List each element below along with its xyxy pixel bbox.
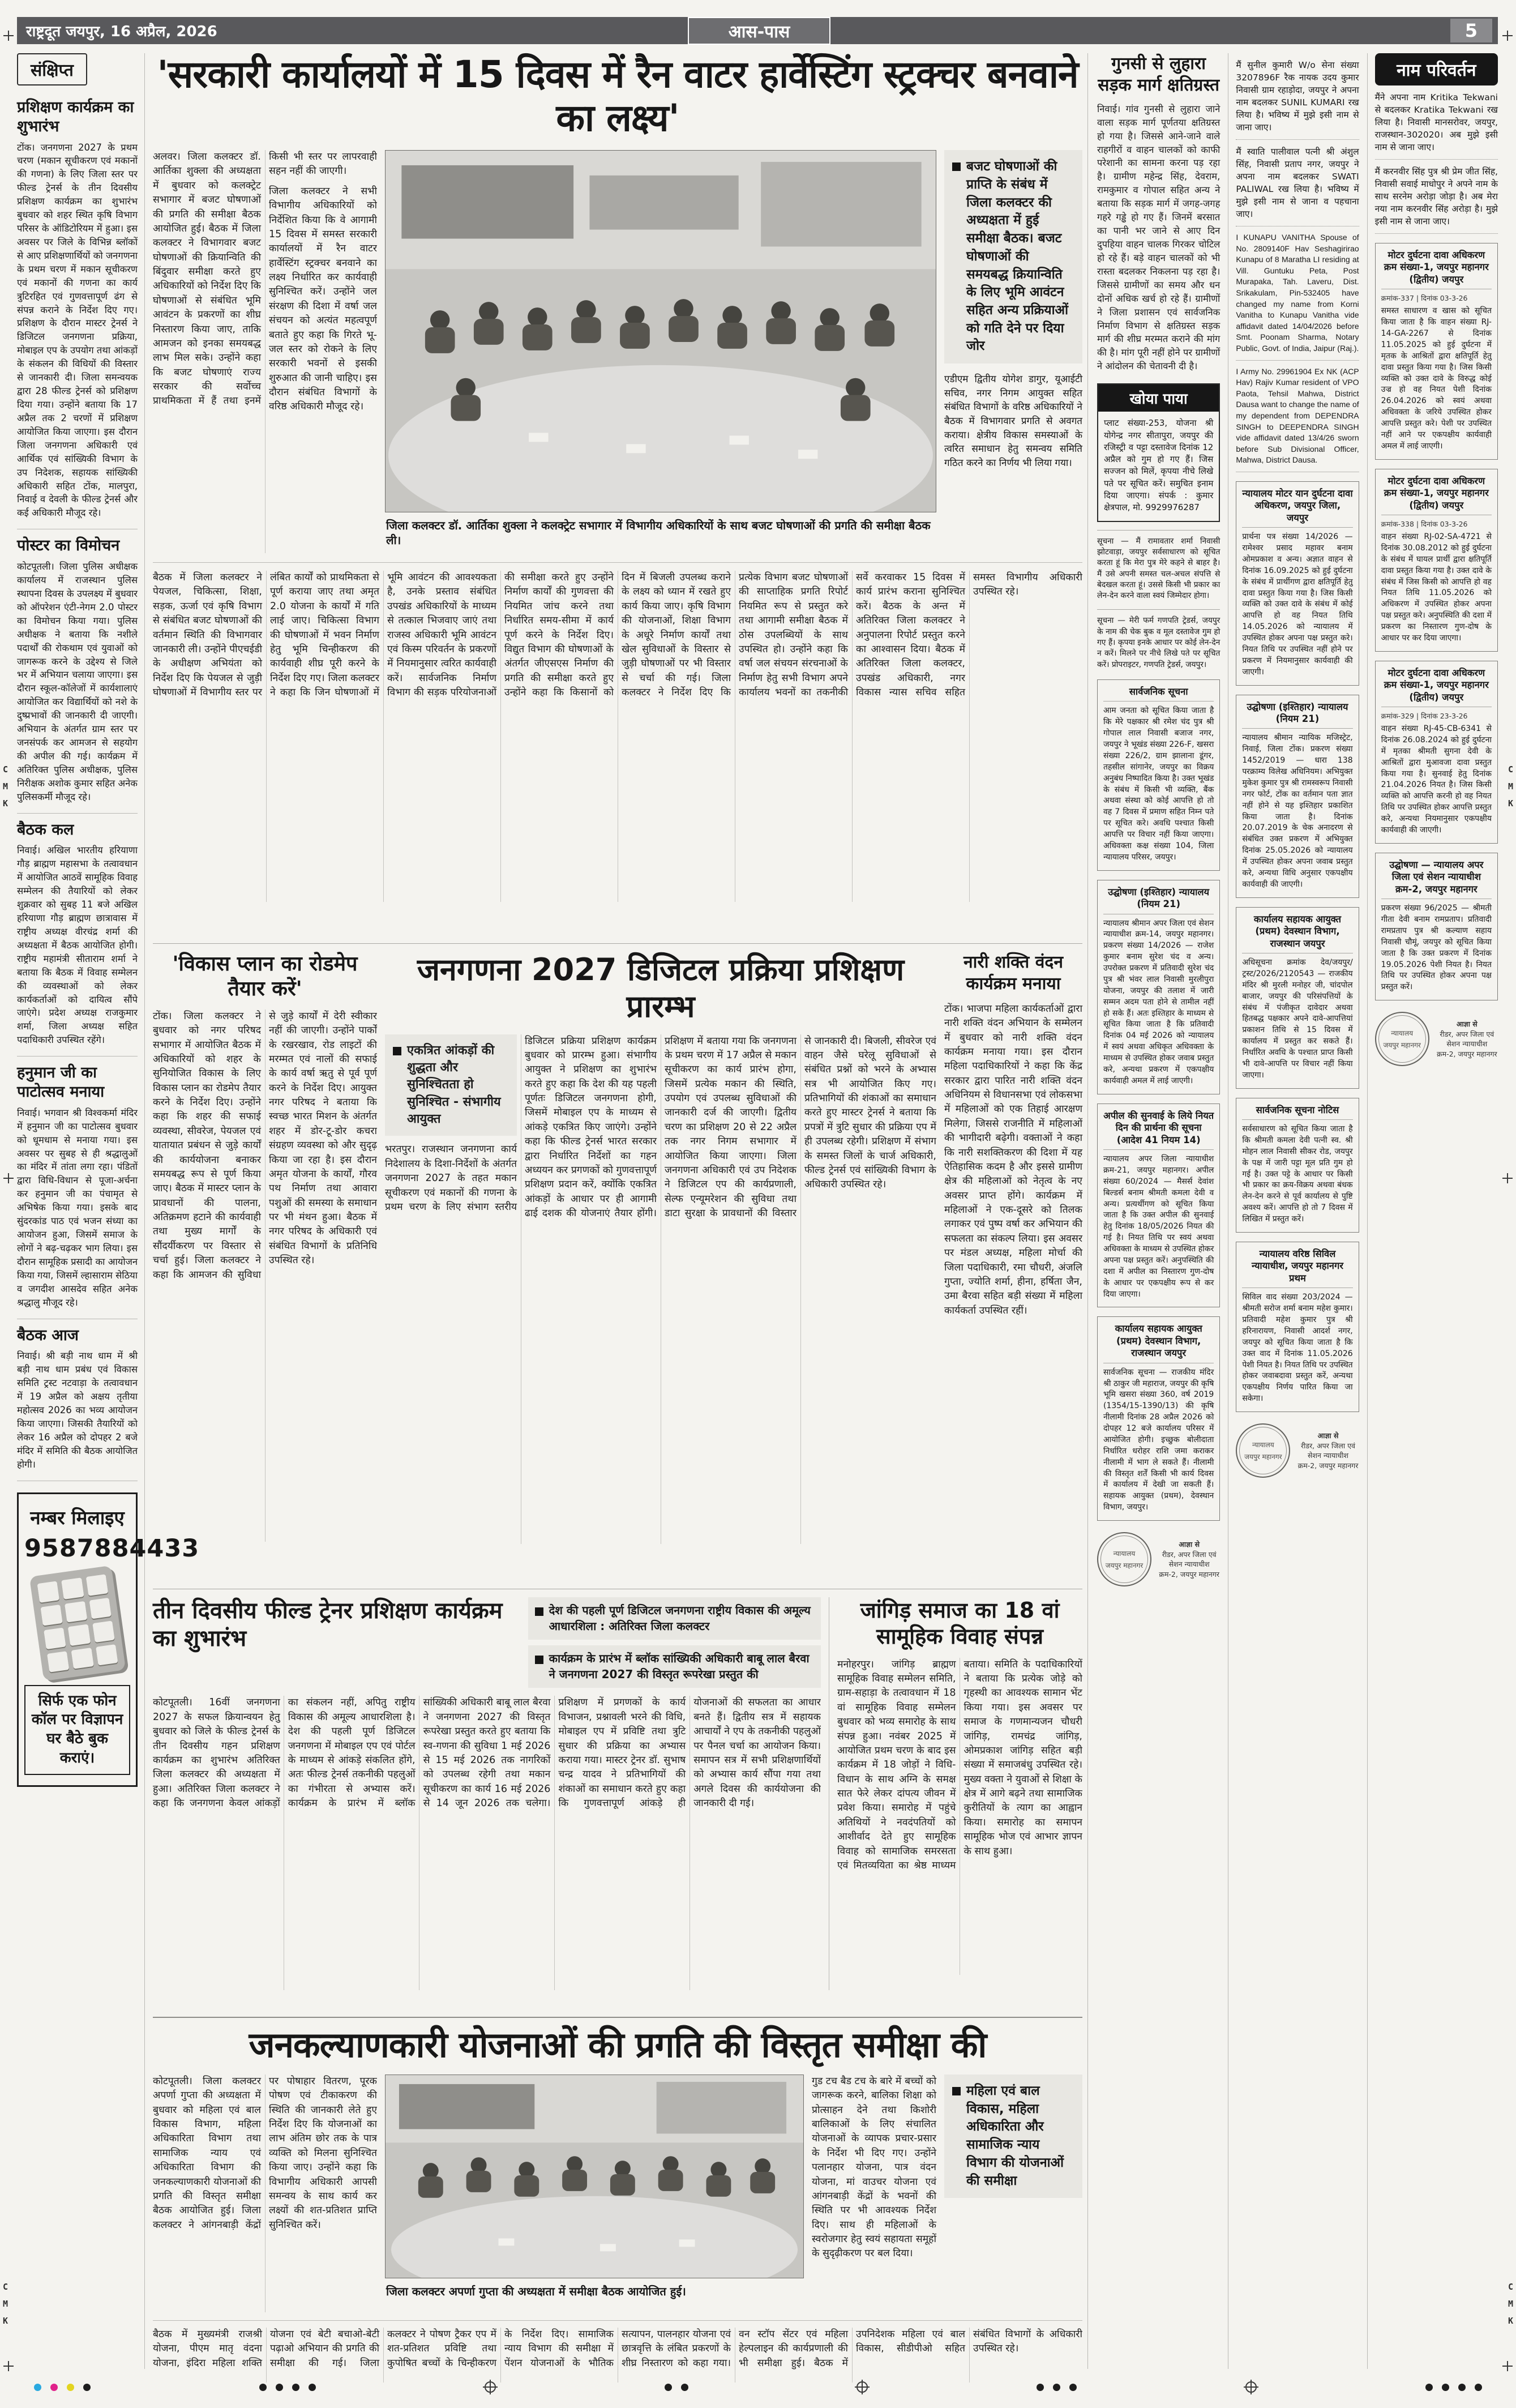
notice-body: प्रकरण संख्या 96/2025 — श्रीमती गीता देवी बनाम रामप्रताप। प्रतिवादी रामप्रताप पुत्र श्री कल्याण सहाय निवासी चौमूं, जयपुर को सूचित किया जाता है कि उक्त प्रकरण में दिनांक 19.05.2026 पेशी नियत है। नियत तिथि पर उपस्थित होकर अपना पक्ष प्रस्तुत करें। — [1381, 904, 1492, 992]
lead-story-text — [153, 150, 377, 553]
notice-header: कार्यालय सहायक आयुक्त (प्रथम) देवस्थान विभाग, राजस्थान जयपुर — [1242, 913, 1352, 953]
english-name-change-notice: I Army No. 29961904 Ex NK (ACP Hav) Rajiv Kumar resident of VPO Paota, Tehsil Mahwa, District Dausa want to change the name of my dependent from DEPENDRA SINGH to DEEPENDRA SINGH vide affidavit dated 13/4/26 sworn before Sub Divisional Officer, Mahwa, District Dausa. — [1236, 361, 1359, 472]
reg-letter-m: M — [1508, 781, 1513, 792]
lead-story-row — [153, 150, 1082, 553]
registration-target-icon — [857, 2381, 868, 2393]
notice-header: सार्वजनिक सूचना नोटिस — [1242, 1104, 1352, 1120]
review-meeting-photo — [385, 2075, 804, 2278]
court-stamp — [1375, 1012, 1498, 1066]
edition-date: राष्ट्रदूत जयपुर, 16 अप्रैल, 2026 — [26, 23, 217, 40]
stamp-signature: आज्ञा से रीडर, अपर जिला एवं सेशन न्यायाधीश क्रम-2, जयपुर महानगर — [1297, 1431, 1359, 1470]
page-content — [17, 53, 1498, 2380]
crop-mark — [1502, 1173, 1513, 1183]
story-paragraph: बैठक में मुख्यमंत्री राजश्री योजना, पीएम मातृ वंदना योजना, इंदिरा महिला शक्ति योजना एवं बेटी बचाओ-बेटी पढ़ाओ अभियान की प्रगति की समीक्षा की गई। जिला कलक्टर ने पोषण ट्रैकर एप में शत-प्रतिशत प्रविष्टि तथा कुपोषित बच्चों के चिन्हीकरण के निर्देश दिए। सामाजिक न्याय विभाग की समीक्षा में पेंशन योजनाओं के भौतिक सत्यापन, पालनहार योजना एवं छात्रवृत्ति के लंबित प्रकरणों के शीघ्र निस्तारण को कहा गया। वन स्टॉप सेंटर एवं महिला हेल्पलाइन की कार्यप्रणाली की भी समीक्षा हुई। बैठक में उपनिदेशक महिला एवं बाल विकास, सीडीपीओ सहित संबंधित विभागों के अधिकारी उपस्थित रहे। — [153, 2328, 1082, 2369]
brief-item — [17, 529, 138, 813]
classified-notice — [1097, 609, 1220, 670]
page-number: 5 — [1450, 19, 1492, 42]
legal-notice — [1236, 1098, 1359, 1233]
notice-body: न्यायालय श्रीमान अपर जिला एवं सेशन न्यायाधीश क्रम-14, जयपुर महानगर। प्रकरण संख्या 14/2026 — राजेश कुमार बनाम सुरेश चंद व अन्य। उपरोक्त प्रकरण में प्रतिवादी सुरेश चंद पुत्र श्री भंवर लाल निवासी मुरलीपुरा योजना, जयपुर की तलाश में जारी सम्मन अदम पता होने से तामील नहीं हो सके हैं। अतः इश्तिहार के माध्यम से सूचित किया जाता है कि प्रतिवादी दिनांक 04 मई 2026 को न्यायालय में स्वयं अथवा अधिकृत अधिवक्ता के माध्यम से उपस्थित होकर जवाब प्रस्तुत करे, अन्यथा प्रकरण में एकपक्षीय कार्यवाही अमल में लाई जाएगी। — [1103, 918, 1214, 1085]
reg-letter-k: K — [1508, 798, 1513, 809]
ad-heading: नम्बर मिलाइए — [30, 1506, 125, 1529]
ad-phone-number: 9587884433 — [24, 1534, 200, 1563]
story-headline: गुनसी से लुहारा सड़क मार्ग क्षतिग्रस्त — [1098, 54, 1220, 96]
court-stamp — [1097, 1532, 1220, 1586]
lead-highlight-box — [944, 150, 1082, 363]
story-nari-shakti — [944, 952, 1082, 1544]
cmyk-registration-letters — [3, 764, 8, 809]
reg-letter-m: M — [3, 2299, 8, 2309]
bullet-square-icon — [952, 2087, 961, 2095]
classified-text: सूचना — मैं रामावतार शर्मा निवासी झोटवाड़ा, जयपुर सर्वसाधारण को सूचित करता हूं कि मेरा पुत्र मेरे कहने से बाहर है। मैं उसे अपनी समस्त चल-अचल संपत्ति से बेदखल करता हूं। उससे किसी भी प्रकार का लेन-देन करने वाला स्वयं जिम्मेदार होगा। — [1097, 536, 1220, 601]
story-paragraph: कोटपूतली। 16वीं जनगणना 2027 के सफल क्रियान्वयन हेतु बुधवार को जिले के फील्ड ट्रेनर्स के तीन दिवसीय गहन प्रशिक्षण कार्यक्रम का शुभारंभ अतिरिक्त जिला कलक्टर की अध्यक्षता में हुआ। अतिरिक्त जिला कलक्टर ने कहा कि जनगणना केवल आंकड़ों का संकलन नहीं, अपितु राष्ट्रीय विकास की अमूल्य आधारशिला है। देश की पहली पूर्ण डिजिटल जनगणना में मोबाइल एप एवं पोर्टल के माध्यम से आंकड़े संकलित होंगे, अतः फील्ड ट्रेनर्स तकनीकी पहलुओं का गंभीरता से अभ्यास करें। कार्यक्रम के प्रारंभ में ब्लॉक सांख्यिकी अधिकारी बाबू लाल बैरवा ने जनगणना 2027 की विस्तृत रूपरेखा प्रस्तुत करते हुए बताया कि स्व-गणना की सुविधा 1 मई 2026 से 15 मई 2026 तक नागरिकों को उपलब्ध रहेगी तथा मकान सूचीकरण का कार्य 16 मई 2026 से 14 जून 2026 तक चलेगा। प्रशिक्षण में प्रगणकों के कार्य विभाजन, प्रश्नावली भरने की विधि, मोबाइल एप में प्रविष्टि तथा त्रुटि सुधार की प्रक्रिया का अभ्यास कराया गया। मास्टर ट्रेनर डॉ. सुभाष चन्द्र यादव ने प्रतिभागियों की शंकाओं का समाधान करते हुए कहा कि गुणवत्तापूर्ण आंकड़े ही योजनाओं की सफलता का आधार बनते हैं। द्वितीय सत्र में सहायक आचार्यों ने एप के तकनीकी पहलुओं पर पैनल चर्चा का आयोजन किया। समापन सत्र में सभी प्रशिक्षणार्थियों को अभ्यास कार्य सौंपा गया तथा अगले दिवस की कार्ययोजना की जानकारी दी गई। — [153, 1697, 821, 1809]
brief-item — [17, 1057, 138, 1319]
welfare-row — [153, 2075, 1082, 2312]
notice-header: मोटर दुर्घटना दावा अधिकरण क्रम संख्या-1, जयपुर महानगर (द्वितीय) जयपुर — [1381, 475, 1492, 515]
brief-body: निवाई। अखिल भारतीय हरियाणा गौड़ ब्राह्मण महासभा के तत्वावधान में आयोजित आठवें सामूहिक विवाह सम्मेलन की तैयारियों को लेकर शुक्रवार को सुबह 11 बजे अखिल हरियाणा गौड़ ब्राह्मण छात्रावास में राष्ट्रीय अध्यक्ष वीरचंद्र शर्मा की अध्यक्षता में बैठक आयोजित होगी। राष्ट्रीय महामंत्री सीताराम शर्मा ने बताया कि बैठक में विवाह सम्मेलन की व्यवस्थाओं को लेकर कार्यकर्ताओं को दायित्व सौंपे जाएंगे। प्रदेश अध्यक्ष राजकुमार शर्मा, जिला अध्यक्ष सहित पदाधिकारी उपस्थित रहेंगे। — [17, 845, 138, 1046]
story-paragraph: निवाई। गांव गुनसी से लुहारा जाने वाला सड़क मार्ग पूर्णतया क्षतिग्रस्त हो गया है। जिससे आने-जाने वाले राहगीरों व वाहन चालकों को काफी परेशानी का सामना करना पड़ रहा है। ग्रामीण महेन्द्र सिंह, देवराम, रामकुमार व गोपाल सहित अन्य ने बताया कि सड़क मार्ग में जगह-जगह गहरे गड्ढे हो गए हैं। जिनमें बरसात का पानी भर जाने से आए दिन दुपहिया वाहन चालक गिरकर चोटिल हो रहे हैं। बड़े वाहन चालकों को भी रास्ता बदलकर निकलना पड़ रहा है। जिससे ग्रामीणों का समय और धन दोनों अधिक खर्च हो रहे हैं। ग्रामीणों ने जिला प्रशासन एवं सार्वजनिक निर्माण विभाग से क्षतिग्रस्त सड़क मार्ग की शीघ्र मरम्मत कराने की मांग की है। मांग पूरी नहीं होने पर ग्रामीणों ने आंदोलन की चेतावनी दी है। — [1097, 103, 1220, 372]
motor-tribunal-notice — [1375, 661, 1498, 844]
notice-header: मोटर दुर्घटना दावा अधिकरण क्रम संख्या-1, जयपुर महानगर (द्वितीय) जयपुर — [1381, 667, 1492, 707]
trainer-bullet-box — [528, 1597, 821, 1640]
reg-letter-k: K — [3, 2316, 8, 2326]
legal-notice — [1236, 695, 1359, 898]
story-text — [153, 2075, 377, 2312]
notice-body: प्रार्थना पत्र संख्या 14/2026 — रामेश्वर प्रसाद महावर बनाम ओमप्रकाश व अन्य। अज्ञात वाहन से दिनांक 16.09.2025 को हुई दुर्घटना के संबंध में प्रार्थीगण द्वारा क्षतिपूर्ति हेतु दावा प्रस्तुत किया गया है। जिस किसी व्यक्ति को उक्त दावे के संबंध में कोई आपत्ति हो वह नियत तिथि 14.05.2026 को न्यायालय में उपस्थित होकर अपना पक्ष प्रस्तुत करे। नियत तिथि पर उपस्थित नहीं होने पर प्रकरण में नियमानुसार कार्यवाही की जाएगी। — [1242, 532, 1353, 677]
court-seal-icon: न्यायालय जयपुर महानगर — [1375, 1012, 1429, 1066]
name-change-entry: मैं करनवीर सिंह पुत्र श्री प्रेम जीत सिंह, निवासी सवाई माधोपुर ने अपने नाम के साथ सरनेम अरोड़ा जोड़ा है। अब मेरा नया नाम करनवीर सिंह अरोड़ा है। मुझे इसी नाम से जाना जाए। — [1375, 160, 1498, 234]
notice-body: वाहन संख्या RJ-45-CB-6341 से दिनांक 26.08.2024 को हुई दुर्घटना में मृतका श्रीमती सुगना देवी के आश्रितों द्वारा मुआवजा दावा प्रस्तुत किया गया है। सुनवाई हेतु दिनांक 21.04.2026 नियत है। जिस किसी व्यक्ति को आपत्ति करनी हो वह नियत तिथि पर उपस्थित होकर आपत्ति प्रस्तुत करे, अन्यथा नियमानुसार एकपक्षीय कार्यवाही की जाएगी। — [1381, 724, 1492, 835]
census-highlight-box — [385, 1034, 517, 1136]
trainer-bullet-box — [528, 1645, 821, 1688]
cmyk-registration-letters — [3, 2282, 8, 2326]
english-name-change-notice: I KUNAPU VANITHA Spouse of No. 2809140F Hav Seshagirirao Kunapu of 8 Maratha LI residing at Vill. Guntuku Peta, Post Murapaka, Tah. Laveru, Dist. Srikakulam, Pin-532405 have changed my name from Korni Vanitha to Kunapu Vanitha vide affidavit dated 14/04/2026 before Smt. Poonam Sharma, Notary Public, Govt. of India, Jaipur (Raj.). — [1236, 226, 1359, 361]
story-headline: जनगणना 2027 डिजिटल प्रक्रिया प्रशिक्षण प्रारम्भ — [417, 952, 905, 1024]
story-headline: जनकल्याणकारी योजनाओं की प्रगति की विस्तृत समीक्षा की — [249, 2024, 987, 2065]
lead-figure — [385, 150, 936, 553]
story-development-roadmap — [153, 952, 377, 1544]
brief-item — [17, 91, 138, 529]
legal-notice — [1236, 907, 1359, 1089]
brief-item — [17, 814, 138, 1057]
registration-target-icon — [485, 2381, 496, 2393]
reg-letter-c: C — [3, 2282, 8, 2292]
phone-keypad-icon — [29, 1565, 125, 1681]
brief-title: प्रशिक्षण कार्यक्रम का शुभारंभ — [17, 99, 134, 135]
notice-meta: क्रमांक-337 | दिनांक 03-3-26 — [1381, 294, 1468, 303]
legal-notice — [1236, 481, 1359, 686]
welfare-figure — [385, 2075, 804, 2312]
classified-text: सूचना — मेरी फर्म गणपति ट्रेडर्स, जयपुर के नाम की चेक बुक व मूल दस्तावेज गुम हो गए हैं। कृपया इनके आधार पर कोई लेन-देन न करें। मिलने पर नीचे लिखे पते पर सूचित करें। प्रोपराइटर, गणपति ट्रेडर्स, जयपुर। — [1097, 616, 1220, 669]
notice-body: आम जनता को सूचित किया जाता है कि मेरे पक्षकार श्री रमेश चंद पुत्र श्री गोपाल लाल निवासी बजाज नगर, जयपुर ने भूखंड संख्या 226-F, खसरा संख्या 226/2, ग्राम झालाना डूंगर, तहसील सांगानेर, जयपुर का विक्रय अनुबंध निष्पादित किया है। उक्त भूखंड के संबंध में किसी भी व्यक्ति, बैंक अथवा संस्था को कोई आपत्ति हो तो वह 7 दिवस में प्रमाण सहित निम्न पते पर सूचित करे। अवधि पश्चात किसी आपत्ति पर विचार नहीं किया जाएगा। अधिवक्ता कक्ष संख्या 104, जिला न्यायालय परिसर, जयपुर। — [1103, 706, 1214, 862]
briefs-section-title: संक्षिप्त — [17, 53, 87, 85]
notice-body: सार्वजनिक सूचना — राजकीय मंदिर श्री ठाकुर जी महाराज, जयपुर की कृषि भूमि खसरा संख्या 360, वर्ष 2019 (1354/15-1390/13) की कृषि नीलामी दिनांक 28 अप्रैल 2026 को दोपहर 12 बजे कार्यालय परिसर में आयोजित होगी। इच्छुक बोलीदाता निर्धारित धरोहर राशि जमा कराकर नीलामी में भाग ले सकते हैं। नीलामी की विस्तृत शर्तें किसी भी कार्य दिवस में कार्यालय में देखी जा सकती हैं। सहायक आयुक्त (प्रथम), देवस्थान विभाग, जयपुर। — [1103, 1367, 1214, 1512]
lead-headline: 'सरकारी कार्यालयों में 15 दिवस में रैन वाटर हार्वेस्टिंग स्ट्रक्चर बनवाने का लक्ष्य' — [157, 53, 1078, 140]
lead-paragraph: जिला कलक्टर ने सभी विभागीय अधिकारियों को निर्देशित किया कि वे आगामी 15 दिवस में समस्त सरकारी कार्यालयों में रैन वाटर हार्वेस्टिंग स्ट्रक्चर बनवाने का लक्ष्य निर्धारित कर कार्यवाही सुनिश्चित करें। उन्होंने जल संरक्षण की दिशा में वर्षा जल संचयन को अत्यंत महत्वपूर्ण बताते हुए कहा कि गिरते भू-जल स्तर को रोकने के लिए सरकारी भवनों से इसकी शुरुआत की जानी चाहिए। इस दौरान संबंधित विभागों के वरिष्ठ अधिकारी मौजूद रहे। — [269, 185, 377, 413]
lost-found-title: खोया पाया — [1098, 384, 1219, 412]
story-paragraph: मनोहरपुर। जांगिड़ ब्राह्मण सामूहिक विवाह सम्मेलन समिति, ग्राम-सहाड़ा के तत्वावधान में 18 वां सामूहिक विवाह सम्मेलन बुधवार को भव्य समारोह के साथ संपन्न हुआ। नवंबर 2025 में आयोजित प्रथम चरण के बाद इस कार्यक्रम में 18 जोड़ों ने विधि-विधान के साथ अग्नि के समक्ष सात फेरे लेकर दांपत्य जीवन में प्रवेश किया। समारोह में पहुंचे अतिथियों ने नवदंपतियों को आशीर्वाद देते हुए सामूहिक विवाह को सामाजिक समरसता एवं मितव्ययिता का श्रेष्ठ माध्यम बताया। समिति के पदाधिकारियों ने बताया कि प्रत्येक जोड़े को गृहस्थी का आवश्यक सामान भेंट किया गया। इस अवसर पर समाज के गणमान्यजन चौधरी जांगिड़, रामचंद्र जांगिड़, ओमप्रकाश जांगिड़ सहित बड़ी संख्या में समाजबंधु उपस्थित रहे। मुख्य वक्ता ने युवाओं से शिक्षा के क्षेत्र में आगे बढ़ने तथा सामाजिक कुरीतियों के त्याग का आह्वान किया। समारोह का समापन सामूहिक भोज एवं आभार ज्ञापन के साथ हुआ। — [837, 1658, 1082, 1871]
color-registration-dots — [34, 2384, 91, 2391]
notice-body: समस्त साधारण व खास को सूचित किया जाता है कि वाहन संख्या RJ-14-GA-2267 से दिनांक 11.05.2025 को हुई दुर्घटना में मृतक के आश्रितों द्वारा क्षतिपूर्ति हेतु दावा प्रस्तुत किया गया है। जिस किसी व्यक्ति को उक्त दावे के विरुद्ध कोई उज्र हो वह नियत पेशी दिनांक 26.04.2026 को स्वयं अथवा अधिवक्ता के जरिये उपस्थित होकर आपत्ति प्रस्तुत करे। पेशी पर उपस्थित नहीं आने पर एकपक्षीय कार्यवाही अमल में लाई जाएगी। — [1381, 306, 1492, 451]
classified-ad-box — [17, 1492, 200, 1787]
welfare-continuation — [153, 2320, 1082, 2383]
registration-marks-row — [34, 2381, 1482, 2393]
motor-tribunal-notice — [1375, 469, 1498, 652]
registration-dots — [665, 2384, 688, 2391]
trainer-bullets — [528, 1597, 821, 1688]
story-text — [837, 1658, 1082, 1975]
story-census-training — [385, 952, 936, 1544]
reg-letter-c: C — [1508, 764, 1513, 775]
classifieds-columns — [1097, 53, 1498, 2369]
notice-body: न्यायालय अपर जिला न्यायाधीश क्रम-21, जयपुर महानगर। अपील संख्या 60/2024 — मैसर्स देवांश बिल्डर्स बनाम श्रीमती कमला देवी व अन्य। प्रत्यर्थीगण को सूचित किया जाता है कि उक्त अपील की सुनवाई हेतु दिनांक 18/05/2026 नियत की गई है। नियत तिथि पर स्वयं अथवा अधिवक्ता के माध्यम से उपस्थित होकर अपना पक्ष प्रस्तुत करें। अनुपस्थिति की दशा में अपील का निस्तारण गुण-दोष के आधार पर एकपक्षीय रूप से कर दिया जाएगा। — [1103, 1154, 1214, 1299]
name-change-section-title: नाम परिवर्तन — [1375, 53, 1498, 85]
story-paragraph: टोंक। जिला कलक्टर ने बुधवार को नगर परिषद सभागार में आयोजित बैठक में अधिकारियों को शहर के सुनियोजित विकास के लिए विकास प्लान का रोडमेप तैयार करने के निर्देश दिए। उन्होंने कहा कि शहर की सफाई व्यवस्था, सीवरेज, पेयजल एवं यातायात प्रबंधन से जुड़े कार्यों की कार्ययोजना बनाकर समयबद्ध रूप से पूर्ण किया जाए। बैठक में मास्टर प्लान के प्रावधानों की पालना, अतिक्रमण हटाने की कार्यवाही तथा मुख्य मार्गों के सौंदर्यीकरण पर विस्तार से चर्चा हुई। जिला कलक्टर ने कहा कि आमजन की सुविधा से जुड़े कार्यों में देरी स्वीकार नहीं की जाएगी। उन्होंने पार्कों के रखरखाव, रोड लाइटों की मरम्मत एवं नालों की सफाई के कार्य वर्षा ऋतु से पूर्व पूर्ण करने के निर्देश दिए। आयुक्त नगर परिषद ने बताया कि स्वच्छ भारत मिशन के अंतर्गत शहर में डोर-टू-डोर कचरा संग्रहण व्यवस्था को और सुदृढ़ किया जा रहा है। इस दौरान अमृत योजना के कार्यों, गौरव पथ निर्माण तथा आवारा पशुओं की समस्या के समाधान पर भी मंथन हुआ। बैठक में नगर परिषद के अधिकारी एवं संबंधित विभागों के प्रतिनिधि उपस्थित रहे। — [153, 1010, 377, 1281]
court-seal-icon: न्यायालय जयपुर महानगर — [1097, 1532, 1151, 1586]
notice-header: मोटर दुर्घटना दावा अधिकरण क्रम संख्या-1, जयपुर महानगर (द्वितीय) जयपुर — [1381, 249, 1492, 289]
welfare-photo-caption: जिला कलक्टर अपर्णा गुप्ता की अध्यक्षता में समीक्षा बैठक आयोजित हुई। — [386, 2284, 686, 2298]
story-text — [153, 1696, 821, 1990]
motor-tribunal-notice — [1375, 243, 1498, 460]
notice-header: उद्घोषणा (इश्तिहार) न्यायालय (नियम 21) — [1103, 886, 1214, 914]
reg-letter-c: C — [1508, 2282, 1513, 2292]
brief-body: निवाई। श्री बड़ी नाथ धाम में श्री बड़ी नाथ धाम प्रबंध एवं विकास समिति ट्रस्ट नटवाड़ा के तत्वावधान में 19 अप्रैल को अक्षय तृतीया महोत्सव 2026 का भव्य आयोजन किया जाएगा। जिसकी तैयारियों को लेकर 16 अप्रैल को दोपहर 2 बजे मंदिर में समिति की बैठक आयोजित होगी। — [17, 1350, 138, 1470]
story-headline: 'विकास प्लान का रोडमेप तैयार करें' — [172, 952, 358, 1000]
notice-body: सर्वसाधारण को सूचित किया जाता है कि श्रीमती कमला देवी पत्नी स्व. श्री मोहन लाल निवासी सीकर रोड, जयपुर के पक्ष में जारी पट्टा मूल प्रति गुम हो गई है। उक्त पट्टे के आधार पर किसी भी प्रकार का क्रय-विक्रय अथवा बंधक लेन-देन करने से पूर्व कार्यालय से पुष्टि अवश्य करें। आपत्ति हो तो 7 दिवस में लिखित में प्रस्तुत करें। — [1242, 1124, 1353, 1224]
lead-continuation-text: बैठक में जिला कलक्टर ने पेयजल, चिकित्सा, शिक्षा, सड़क, ऊर्जा एवं कृषि विभाग से संबंधित बजट घोषणाओं की वर्तमान स्थिति की विभागवार जानकारी ली। उन्होंने पीएचईडी के अधीक्षण अभियंता को निर्देश दिए कि पेयजल से जुड़ी घोषणाओं में विभागीय स्तर पर लंबित कार्यों को प्राथमिकता से पूर्ण कराया जाए तथा अमृत 2.0 योजना के कार्यों में गति लाई जाए। चिकित्सा विभाग की घोषणाओं में भवन निर्माण हेतु भूमि चिन्हीकरण की कार्यवाही शीघ्र पूरी करने के निर्देश दिए गए। जिला कलक्टर ने कहा कि जिन घोषणाओं में भूमि आवंटन की आवश्यकता है, उनके प्रस्ताव संबंधित उपखंड अधिकारियों के माध्यम से तत्काल भिजवाए जाएं तथा राजस्व अधिकारी भूमि आवंटन एवं किस्म परिवर्तन के प्रकरणों में नियमानुसार त्वरित कार्यवाही करें। सार्वजनिक निर्माण विभाग की सड़क परियोजनाओं की समीक्षा करते हुए उन्होंने निर्माण कार्यों की गुणवत्ता की नियमित जांच करने तथा निर्धारित समय-सीमा में कार्य पूर्ण करने के निर्देश दिए। विद्युत विभाग की घोषणाओं के अंतर्गत जीएसएस निर्माण की प्रगति की समीक्षा करते हुए उन्होंने कहा कि किसानों को दिन में बिजली उपलब्ध कराने के लक्ष्य को ध्यान में रखते हुए कार्य किया जाए। कृषि विभाग की योजनाओं, शिक्षा विभाग के अधूरे निर्माण कार्यों तथा खेल सुविधाओं के विस्तार से जुड़ी घोषणाओं पर भी विस्तार से चर्चा की गई। जिला कलक्टर ने निर्देश दिए कि प्रत्येक विभाग बजट घोषणाओं की साप्ताहिक प्रगति रिपोर्ट नियमित रूप से प्रस्तुत करे तथा आगामी समीक्षा बैठक में ठोस उपलब्धियों के साथ उपस्थित हो। उन्होंने कहा कि वर्षा जल संचयन संरचनाओं के निर्माण हेतु सभी विभाग अपने कार्यालय भवनों का तकनीकी सर्वे करवाकर 15 दिवस में कार्य प्रारंभ कराना सुनिश्चित करें। बैठक के अन्त में अतिरिक्त जिला कलक्टर ने अनुपालना रिपोर्ट प्रस्तुत करने का आश्वासन दिया। बैठक में अतिरिक्त जिला कलक्टर, उपखंड अधिकारी, नगर विकास न्यास सचिव सहित समस्त विभागीय अधिकारी उपस्थित रहे। — [153, 572, 1082, 699]
briefs-column — [17, 53, 200, 2369]
lead-paragraph: अलवर। जिला कलक्टर डॉ. आर्तिका शुक्ला की अध्यक्षता में बुधवार को कलक्ट्रेट सभागार में बजट घोषणाओं की प्रगति की समीक्षा बैठक आयोजित हुई। बैठक में जिला कलक्टर ने विभागवार बजट घोषणाओं की क्रियान्विति की बिंदुवार समीक्षा करते हुए अधिकारियों को निर्देश दिए कि घोषणाओं से संबंधित भूमि आवंटन के प्रकरणों का शीघ्र निस्तारण किया जाए, ताकि आमजन को इनका समयबद्ध लाभ मिल सके। उन्होंने कहा कि बजट घोषणाएं राज्य सरकार की सर्वोच्च प्राथमिकता में हैं तथा इनमें किसी भी स्तर पर लापरवाही सहन नहीं की जाएगी। — [153, 151, 377, 407]
story-text — [153, 1010, 377, 1542]
notice-header: उद्घोषणा — न्यायालय अपर जिला एवं सेशन न्यायाधीश क्रम-2, जयपुर महानगर — [1381, 859, 1492, 899]
registration-dots — [1425, 2384, 1482, 2391]
legal-notice — [1375, 853, 1498, 1000]
story-headline: जांगिड़ समाज का 18 वां सामूहिक विवाह संपन्न — [860, 1598, 1060, 1649]
reg-letter-k: K — [3, 798, 8, 809]
notice-header: अपील की सुनवाई के लिये नियत दिन की प्रार्थना की सूचना (आदेश 41 नियम 14) — [1103, 1110, 1214, 1150]
name-change-entry: मैंने अपना नाम Kritika Tekwani से बदलकर Kratika Tekwani रख लिया है। निवासी मानसरोवर, जयपुर, राजस्थान-302020। अब मुझे इसी नाम से जाना जाए। — [1375, 85, 1498, 160]
notice-header: न्यायालय मोटर यान दुर्घटना दावा अधिकरण, जयपुर जिला, जयपुर — [1242, 487, 1352, 528]
ad-tagline: सिर्फ एक फोन कॉल पर विज्ञापन घर बैठे बुक कराएं। — [24, 1685, 130, 1775]
crop-mark — [3, 2361, 14, 2371]
legal-notice — [1097, 880, 1220, 1094]
bullet-square-icon — [535, 1656, 543, 1664]
brief-title: बैठक कल — [17, 820, 74, 839]
notice-header: कार्यालय सहायक आयुक्त (प्रथम) देवस्थान विभाग, राजस्थान जयपुर — [1103, 1323, 1214, 1363]
name-change-entry: मैं सुनील कुमारी W/o सेना संख्या 3207896F रैक नायक उदय कुमार निवासी ग्राम रहाड़ोदा, जयपुर ने अपना नाम बदलकर SUNIL KUMARI रख लिया है। भविष्य में मुझे इसी नाम से जाना जाए। — [1236, 53, 1359, 140]
lead-photo-caption: जिला कलक्टर डॉ. आर्तिका शुक्ला ने कलक्ट्रेट सभागार में विभागीय अधिकारियों के साथ बजट घोषणाओं की प्रगति की समीक्षा बैठक ली। — [386, 519, 931, 548]
story-headline: नारी शक्ति वंदन कार्यक्रम मनाया — [963, 952, 1063, 994]
crop-mark — [1502, 2361, 1513, 2371]
court-seal-icon: न्यायालय जयपुर महानगर — [1236, 1423, 1290, 1478]
right-column-3 — [1367, 53, 1498, 2369]
story-text — [385, 1034, 936, 1544]
lead-story — [153, 53, 1082, 902]
lead-side-text: एडीएम द्वितीय योगेश डागुर, यूआईटी सचिव, नगर निगम आयुक्त सहित संबंधित विभागों के वरिष्ठ अधिकारियों ने बैठक में विभागवार प्रगति से अवगत कराया। क्षेत्रीय विकास समस्याओं के त्वरित समाधान हेतु समन्वय समिति गठित करने का निर्णय भी लिया गया। — [944, 374, 1082, 469]
lead-highlight-column — [944, 150, 1082, 553]
cmyk-registration-letters — [1508, 2282, 1513, 2326]
lost-found-body: प्लाट संख्या-253, योजना श्री योगेन्द्र नगर सीतापुरा, जयपुर की रजिस्ट्री व पट्टा दस्तावेज दिनांक 12 अप्रैल को गुम हो गए हैं। जिस सज्जन को मिलें, कृपया नीचे लिखे पते पर सूचित करें। समुचित इनाम दिया जाएगा। संपर्क : कुमार क्षेत्रपाल, मो. 9929976287 — [1104, 418, 1214, 513]
brief-item — [17, 1319, 138, 1481]
lead-highlight-text: बजट घोषणाओं की प्राप्ति के संबंध में जिला कलक्टर की अध्यक्षता में हुई समीक्षा बैठक। बजट घोषणाओं की समयबद्ध क्रियान्विति के लिए भूमि आवंटन सहित अन्य प्रक्रियाओं को गति देने पर दिया जोर — [966, 159, 1069, 354]
reg-letter-c: C — [3, 764, 8, 775]
bullet-square-icon — [952, 162, 961, 171]
registration-dots — [1037, 2384, 1077, 2391]
legal-notice — [1236, 1242, 1359, 1412]
notice-meta: क्रमांक-329 | दिनांक 23-3-26 — [1381, 712, 1468, 721]
bullet-square-icon — [535, 1607, 543, 1616]
cmyk-registration-letters — [1508, 764, 1513, 809]
stamp-signature: आज्ञा से रीडर, अपर जिला एवं सेशन न्यायाधीश क्रम-2, जयपुर महानगर — [1437, 1020, 1497, 1058]
legal-notice — [1097, 679, 1220, 871]
legal-notice — [1097, 1104, 1220, 1308]
name-change-entry: मैं स्वाति पालीवाल पत्नी श्री अंशुल सिंह, निवासी प्रताप नगर, जयपुर ने अपना नाम बदलकर SWATI PALIWAL रख लिया है। भविष्य में मुझे इसी नाम से जाना व पहचाना जाए। — [1236, 140, 1359, 226]
story-welfare-review — [153, 2017, 1082, 2383]
notice-header: उद्घोषणा (इश्तिहार) न्यायालय (नियम 21) — [1242, 701, 1352, 729]
crop-mark — [1502, 31, 1513, 41]
registration-dots — [259, 2384, 316, 2391]
story-jangid-samaj — [829, 1597, 1082, 1990]
brief-body: टोंक। जनगणना 2027 के प्रथम चरण (मकान सूचीकरण एवं मकानों की गणना) के लिए जिला स्तर पर फील्ड ट्रेनर्स के तीन दिवसीय प्रशिक्षण कार्यक्रम का शुभारंभ बुधवार को शहर स्थित कृषि विभाग परिसर के ऑडिटोरियम में हुआ। इस अवसर पर जिले के विभिन्न ब्लॉकों से आए प्रशिक्षणार्थियों को जनगणना के प्रथम चरण में मकान सूचीकरण एवं मकानों की गणना का कार्य त्रुटिरहित एवं गुणवत्तापूर्ण ढंग से संपन्न कराने के निर्देश दिए गए। प्रशिक्षण के दौरान मास्टर ट्रेनर्स ने डिजिटल जनगणना प्रक्रिया, मोबाइल एप के उपयोग तथा आंकड़ों के संकलन की विधियों की विस्तार से जानकारी दी। जिला समन्वयक द्वारा 28 फील्ड ट्रेनर्स को प्रशिक्षण दिया गया। उन्होंने बताया कि 17 अप्रैल तक 2 चरणों में प्रशिक्षण आयोजित किया जाएगा। इस दौरान जिला जनगणना अधिकारी एवं आर्थिक एवं सांख्यिकी विभाग के उप निदेशक, सहायक सांख्यिकी अधिकारी सहित टोंक, मालपुरा, निवाई व देवली के फील्ड ट्रेनर्स और कई अधिकारी मौजूद रहे। — [17, 142, 138, 519]
classified-notice — [1097, 530, 1220, 602]
right-column-1 — [1097, 53, 1220, 2369]
registration-target-icon — [1245, 2381, 1257, 2393]
page-number-wrap — [830, 19, 1498, 42]
story-paragraph: गुड टच बैड टच के बारे में बच्चों को जागरूक करने, बालिका शिक्षा को प्रोत्साहन देने तथा किशोरी बालिकाओं के लिए संचालित योजनाओं के व्यापक प्रचार-प्रसार के निर्देश भी दिए गए। उन्होंने पलानहार योजना, पात्र वंदन योजना, मां वाउचर योजना एवं आंगनबाड़ी केंद्रों के भवनों की स्थिति पर भी आवश्यक निर्देश दिए। साथ ही महिलाओं के स्वरोजगार हेतु स्वयं सहायता समूहों के सुदृढ़ीकरण पर बल दिया। — [812, 2075, 936, 2260]
middle-stories-band — [153, 943, 1082, 1544]
notice-body: अधिसूचना क्रमांक देव/जयपुर/ट्रस्ट/2026/2120543 — राजकीय मंदिर श्री मुरली मनोहर जी, चांदपोल बाजार, जयपुर की परिसंपत्तियों के संबंध में पंजीकृत दावेदार अथवा हितबद्ध पक्षकार अपने दावे-आपत्तियां प्रकाशन तिथि से 15 दिवस में कार्यालय में प्रस्तुत कर सकते हैं। निर्धारित अवधि के पश्चात प्राप्त किसी भी दावे-आपत्ति पर विचार नहीं किया जाएगा। — [1242, 958, 1353, 1080]
section-title: आस-पास — [688, 17, 830, 45]
story-damaged-road — [1097, 53, 1220, 373]
welfare-mid-text — [812, 2075, 936, 2312]
notice-header: न्यायालय वरिष्ठ सिविल न्यायाधीश, जयपुर महानगर प्रथम — [1242, 1248, 1352, 1288]
reg-letter-m: M — [1508, 2299, 1513, 2309]
masthead — [17, 17, 1498, 44]
census-highlight-text: एकत्रित आंकड़ों की शुद्धता और सुनिश्चितता हो सुनिश्चित - संभागीय आयुक्त — [407, 1043, 501, 1127]
lower-stories-band — [153, 1589, 1082, 1990]
welfare-highlight-text: महिला एवं बाल विकास, महिला अधिकारिता और सामाजिक न्याय विभाग की योजनाओं की समीक्षा — [966, 2083, 1064, 2188]
trainer-headline-row — [153, 1597, 821, 1688]
lost-found-box — [1097, 383, 1220, 521]
trainer-bullet-text: देश की पहली पूर्ण डिजिटल जनगणना राष्ट्रीय विकास की अमूल्य आधारशिला : अतिरिक्त जिला कलक्टर — [549, 1603, 811, 1633]
reg-letter-k: K — [1508, 2316, 1513, 2326]
trainer-bullet-text: कार्यक्रम के प्रारंभ में ब्लॉक सांख्यिकी अधिकारी बाबू लाल बैरवा ने जनगणना 2027 की विस्तृत रूपरेखा प्रस्तुत की — [549, 1652, 810, 1681]
notice-body: सिविल वाद संख्या 203/2024 — श्रीमती सरोज शर्मा बनाम महेश कुमार। प्रतिवादी महेश कुमार पुत्र श्री हरिनारायण, निवासी आदर्श नगर, जयपुर को सूचित किया जाता है कि उक्त वाद में दिनांक 11.05.2026 पेशी नियत है। नियत तिथि पर उपस्थित होकर जवाबदावा प्रस्तुत करें, अन्यथा एकपक्षीय निर्णय पारित किया जा सकेगा। — [1242, 1293, 1353, 1404]
stamp-signature: आज्ञा से रीडर, अपर जिला एवं सेशन न्यायाधीश क्रम-2, जयपुर महानगर — [1159, 1540, 1219, 1579]
lead-continuation — [153, 562, 1082, 902]
crop-mark — [3, 1173, 14, 1183]
story-paragraph: भरतपुर। राजस्थान जनगणना कार्य निदेशालय के दिशा-निर्देशों के अंतर्गत जनगणना 2027 के तहत मकान सूचीकरण एवं मकानों की गणना के प्रथम चरण के लिए संभाग स्तरीय डिजिटल प्रक्रिया प्रशिक्षण कार्यक्रम बुधवार को प्रारम्भ हुआ। संभागीय आयुक्त ने प्रशिक्षण का शुभारंभ करते हुए कहा कि देश की यह पहली पूर्णतः डिजिटल जनगणना होगी, जिसमें मोबाइल एप के माध्यम से आंकड़े एकत्रित किए जाएंगे। उन्होंने कहा कि फील्ड ट्रेनर्स भारत सरकार द्वारा निर्धारित निर्देशों का गहन अध्ययन कर प्रगणकों को गुणवत्तापूर्ण प्रशिक्षण प्रदान करें, क्योंकि एकत्रित आंकड़ों के आधार पर ही आगामी ढाई दशक की योजनाएं तैयार होंगी। प्रशिक्षण में बताया गया कि जनगणना के प्रथम चरण में 17 अप्रैल से मकान सूचीकरण का कार्य प्रारंभ होगा, जिसमें प्रत्येक मकान की स्थिति, उपयोग एवं उपलब्ध सुविधाओं की जानकारी दर्ज की जाएगी। द्वितीय चरण का प्रशिक्षण 20 से 22 अप्रैल तक नगर निगम सभागार में आयोजित किया जाएगा। जिला जनगणना अधिकारी एवं उप निदेशक ने डिजिटल एप की कार्यप्रणाली, सेल्फ एन्यूमरेशन की सुविधा तथा डाटा सुरक्षा के प्रावधानों की विस्तार से जानकारी दी। बिजली, सीवरेज एवं वाहन जैसे घरेलू सुविधाओं से संबंधित प्रश्नों को भरने के अभ्यास सत्र भी आयोजित किए गए। प्रतिभागियों की शंकाओं का समाधान करते हुए मास्टर ट्रेनर्स ने बताया कि प्रपत्रों में त्रुटि सुधार की प्रक्रिया एप में ही उपलब्ध रहेगी। प्रशिक्षण में संभाग के समस्त जिलों के चार्ज अधिकारी, फील्ड ट्रेनर्स एवं सांख्यिकी विभाग के अधिकारी उपस्थित रहे। — [385, 1035, 936, 1220]
story-paragraph: कोटपूतली। जिला कलक्टर अपर्णा गुप्ता की अध्यक्षता में बुधवार को महिला एवं बाल विकास विभाग, महिला अधिकारिता विभाग तथा सामाजिक न्याय एवं अधिकारिता विभाग की जनकल्याणकारी योजनाओं की प्रगति की विस्तृत समीक्षा बैठक आयोजित हुई। जिला कलक्टर ने आंगनबाड़ी केंद्रों पर पोषाहार वितरण, पूरक पोषण एवं टीकाकरण की स्थिति की जानकारी लेते हुए निर्देश दिए कि योजनाओं का लाभ अंतिम छोर तक के पात्र व्यक्ति को मिलना सुनिश्चित किया जाए। उन्होंने कहा कि विभागीय अधिकारी आपसी समन्वय के साथ कार्य कर लक्ष्यों की शत-प्रतिशत प्राप्ति सुनिश्चित करें। — [153, 2075, 377, 2231]
welfare-highlight-box — [944, 2075, 1082, 2198]
story-paragraph: टोंक। भाजपा महिला कार्यकर्ताओं द्वारा नारी शक्ति वंदन अभियान के सम्मेलन में बुधवार को नारी शक्ति वंदन कार्यक्रम मनाया गया। इस दौरान महिला पदाधिकारियों ने कहा कि केंद्र सरकार द्वारा पारित नारी शक्ति वंदन अधिनियम से विधानसभा एवं लोकसभा में महिलाओं को एक तिहाई आरक्षण मिलेगा, जिससे राजनीति में महिलाओं की भागीदारी बढ़ेगी। वक्ताओं ने कहा कि नारी सशक्तिकरण की दिशा में यह ऐतिहासिक कदम है और इससे ग्रामीण क्षेत्र की महिलाओं को नेतृत्व के नए अवसर प्राप्त होंगे। कार्यक्रम में महिलाओं ने एक-दूसरे को तिलक लगाकर एवं पुष्प वर्षा कर अभियान की सफलता का संकल्प लिया। इस अवसर पर मंडल अध्यक्ष, महिला मोर्चा की जिला पदाधिकारी, रमा चौधरी, अंजलि गुप्ता, ज्योति शर्मा, हीना, हर्षिता जैन, उमा बैरवा सहित बड़ी संख्या में महिला कार्यकर्ता उपस्थित रहीं। — [944, 1003, 1082, 1316]
brief-title: पोस्टर का विमोचन — [17, 537, 120, 555]
brief-title: हनुमान जी का पाटोत्सव मनाया — [17, 1064, 105, 1101]
brief-title: बैठक आज — [17, 1326, 79, 1344]
main-column — [153, 53, 1088, 2369]
right-column-2 — [1228, 53, 1359, 2369]
legal-notice — [1097, 1316, 1220, 1521]
brief-body: निवाई। भगवान श्री विश्वकर्मा मंदिर में हनुमान जी का पाटोत्सव बुधवार को धूमधाम से मनाया गया। इस अवसर पर सुबह से ही श्रद्धालुओं का मंदिर में तांता लगा रहा। पंडितों द्वारा विधि-विधान से पूजा-अर्चना कर हनुमान जी का पंचामृत से अभिषेक किया गया। इसके बाद सुंदरकांड पाठ एवं भजन संध्या का आयोजन हुआ, जिसमें समाज के लोगों ने बढ़-चढ़कर भाग लिया। इस दौरान सामूहिक प्रसादी का आयोजन किया गया, जिसमें ल्हासाराम सेठिया व जगदीश आसदेव सहित अनेक श्रद्धालु मौजूद रहे। — [17, 1107, 138, 1308]
bullet-square-icon — [393, 1047, 401, 1055]
notice-meta: क्रमांक-338 | दिनांक 03-3-26 — [1381, 520, 1468, 528]
reg-letter-m: M — [3, 781, 8, 792]
story-headline: तीन दिवसीय फील्ड ट्रेनर प्रशिक्षण कार्यक्रम का शुभारंभ — [153, 1598, 503, 1652]
crop-mark — [3, 31, 14, 41]
court-stamp — [1236, 1423, 1359, 1478]
notice-body: वाहन संख्या RJ-02-SA-4721 से दिनांक 30.08.2012 को हुई दुर्घटना के संबंध में घायल प्रार्थी द्वारा क्षतिपूर्ति दावा प्रस्तुत किया गया है। उक्त दावे के संबंध में जिस किसी को आपत्ति हो वह नियत तिथि 11.05.2026 को अधिकरण में उपस्थित होकर अपना पक्ष प्रस्तुत करे। अनुपस्थिति की दशा में प्रकरण का निस्तारण गुण-दोष के आधार पर कर दिया जाएगा। — [1381, 532, 1492, 643]
notice-body: न्यायालय श्रीमान न्यायिक मजिस्ट्रेट, निवाई, जिला टोंक। प्रकरण संख्या 1452/2019 — धारा 138 परक्राम्य विलेख अधिनियम। अभियुक्त मुकेश कुमार पुत्र श्री रामस्वरूप निवासी नगर फोर्ट, टोंक का वर्तमान पता ज्ञात नहीं होने से यह इश्तिहार प्रकाशित किया जाता है। दिनांक 20.07.2019 के चेक अनादरण से संबंधित उक्त प्रकरण में अभियुक्त दिनांक 25.05.2026 को न्यायालय में उपस्थित होकर अपना जवाब प्रस्तुत करे, अन्यथा विधि अनुसार एकपक्षीय कार्यवाही की जाएगी। — [1242, 733, 1353, 889]
notice-header: सार्वजनिक सूचना — [1103, 686, 1214, 702]
budget-review-meeting-photo — [385, 150, 936, 512]
story-field-trainer — [153, 1597, 821, 1990]
welfare-highlight-column — [944, 2075, 1082, 2312]
brief-body: कोटपूतली। जिला पुलिस अधीक्षक कार्यालय में राजस्थान पुलिस स्थापना दिवस के उपलक्ष्य में बुधवार को ऑपरेशन एंटी-नेगम 2.0 पोस्टर का विमोचन किया गया। पुलिस अधीक्षक ने बताया कि नशीले पदार्थों की रोकथाम एवं युवाओं को जागरूक करने के उद्देश्य से जिले भर में अभियान चलाया जाएगा। इस दौरान स्कूल-कॉलेजों में कार्यशालाएं आयोजित कर विद्यार्थियों को नशे के दुष्प्रभावों की जानकारी दी जाएगी। अभियान के अंतर्गत ग्राम स्तर पर जनसंपर्क कर आमजन से सहयोग की अपील की गई। कार्यक्रम में अतिरिक्त पुलिस अधीक्षक, पुलिस निरीक्षक अशोक कुमार सहित अनेक पुलिसकर्मी मौजूद रहे। — [17, 561, 138, 802]
